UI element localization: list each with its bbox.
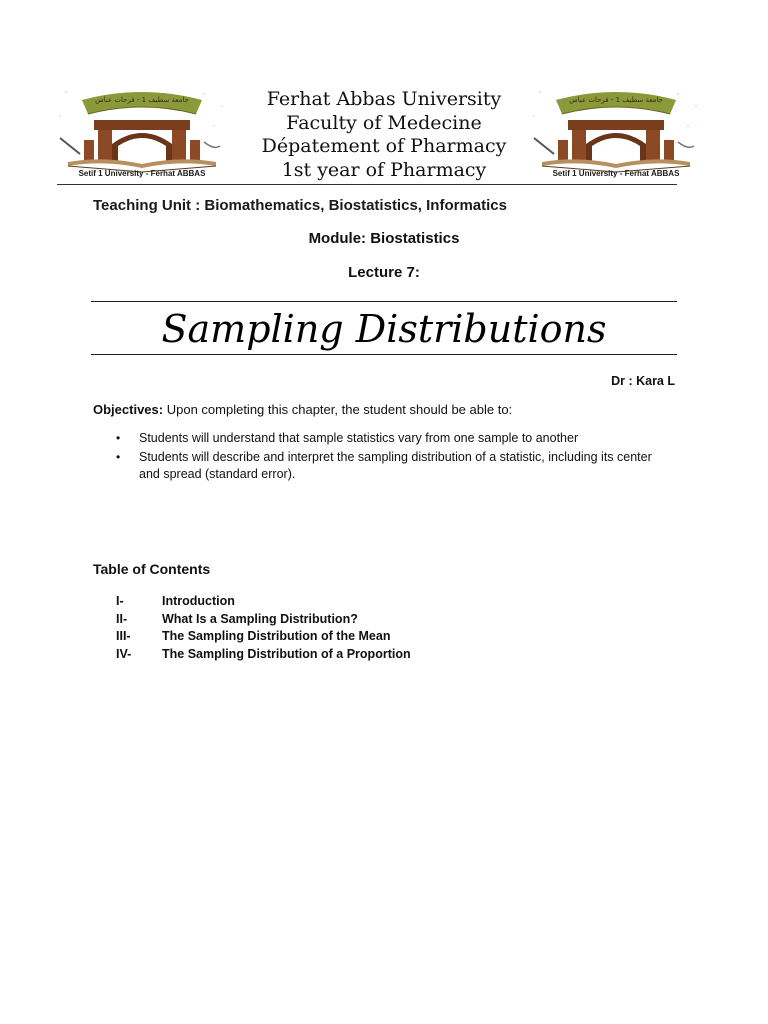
toc-label: The Sampling Distribution of a Proportion <box>162 646 411 661</box>
toc-item <box>116 593 411 611</box>
title-rule-bottom <box>91 354 677 355</box>
university-name: Ferhat Abbas University <box>266 88 502 110</box>
author: Dr : Kara L <box>611 374 675 388</box>
logo-ribbon-text: جامعة سطيف 1 - فرحات عباس <box>569 96 663 104</box>
logo-caption: Setif 1 University - Ferhat ABBAS <box>78 169 206 178</box>
toc-item <box>116 646 411 664</box>
header-divider <box>57 184 677 185</box>
logo-ribbon-text: جامعة سطيف 1 - فرحات عباس <box>95 96 189 104</box>
document-title: Sampling Distributions <box>161 307 607 351</box>
bullet-icon: • <box>116 431 121 445</box>
logo-caption: Setif 1 University - Ferhat ABBAS <box>552 169 680 178</box>
toc-number: IV- <box>116 646 132 661</box>
toc-number: III- <box>116 629 131 643</box>
toc-heading: Table of Contents <box>93 561 211 577</box>
department-name: Dépatement of Pharmacy <box>261 135 507 157</box>
university-logo-right <box>528 86 704 186</box>
university-logo-left <box>54 86 230 186</box>
lecture-number: Lecture 7: <box>348 264 420 281</box>
toc-label: The Sampling Distribution of the Mean <box>162 629 391 643</box>
toc-item <box>116 611 411 629</box>
title-rule-top <box>91 301 677 302</box>
module-title: Module: Biostatistics <box>308 230 460 247</box>
teaching-unit: Teaching Unit : Biomathematics, Biostatistics, Informatics <box>93 197 507 214</box>
objectives-list <box>116 430 656 485</box>
university-header <box>230 88 538 182</box>
toc-number: II- <box>116 611 128 626</box>
toc-number: I- <box>116 594 124 608</box>
list-item <box>116 430 656 448</box>
toc-label: What Is a Sampling Distribution? <box>162 611 358 626</box>
list-item <box>116 449 656 484</box>
objectives-label: Objectives: <box>93 402 164 417</box>
objective-text: Students will understand that sample statistics vary from one sample to another <box>139 431 579 445</box>
toc-label: Introduction <box>162 594 235 608</box>
bullet-icon: • <box>116 449 121 464</box>
objectives-intro <box>93 402 512 417</box>
year-name: 1st year of Pharmacy <box>281 158 487 181</box>
table-of-contents <box>116 593 411 663</box>
objective-text: Students will describe and interpret the sampling distribution of a statistic, including its center and spread (standard error). <box>139 449 652 481</box>
faculty-name: Faculty of Medecine <box>286 111 482 134</box>
objectives-text: Upon completing this chapter, the student should be able to: <box>166 402 513 417</box>
toc-item <box>116 628 411 646</box>
